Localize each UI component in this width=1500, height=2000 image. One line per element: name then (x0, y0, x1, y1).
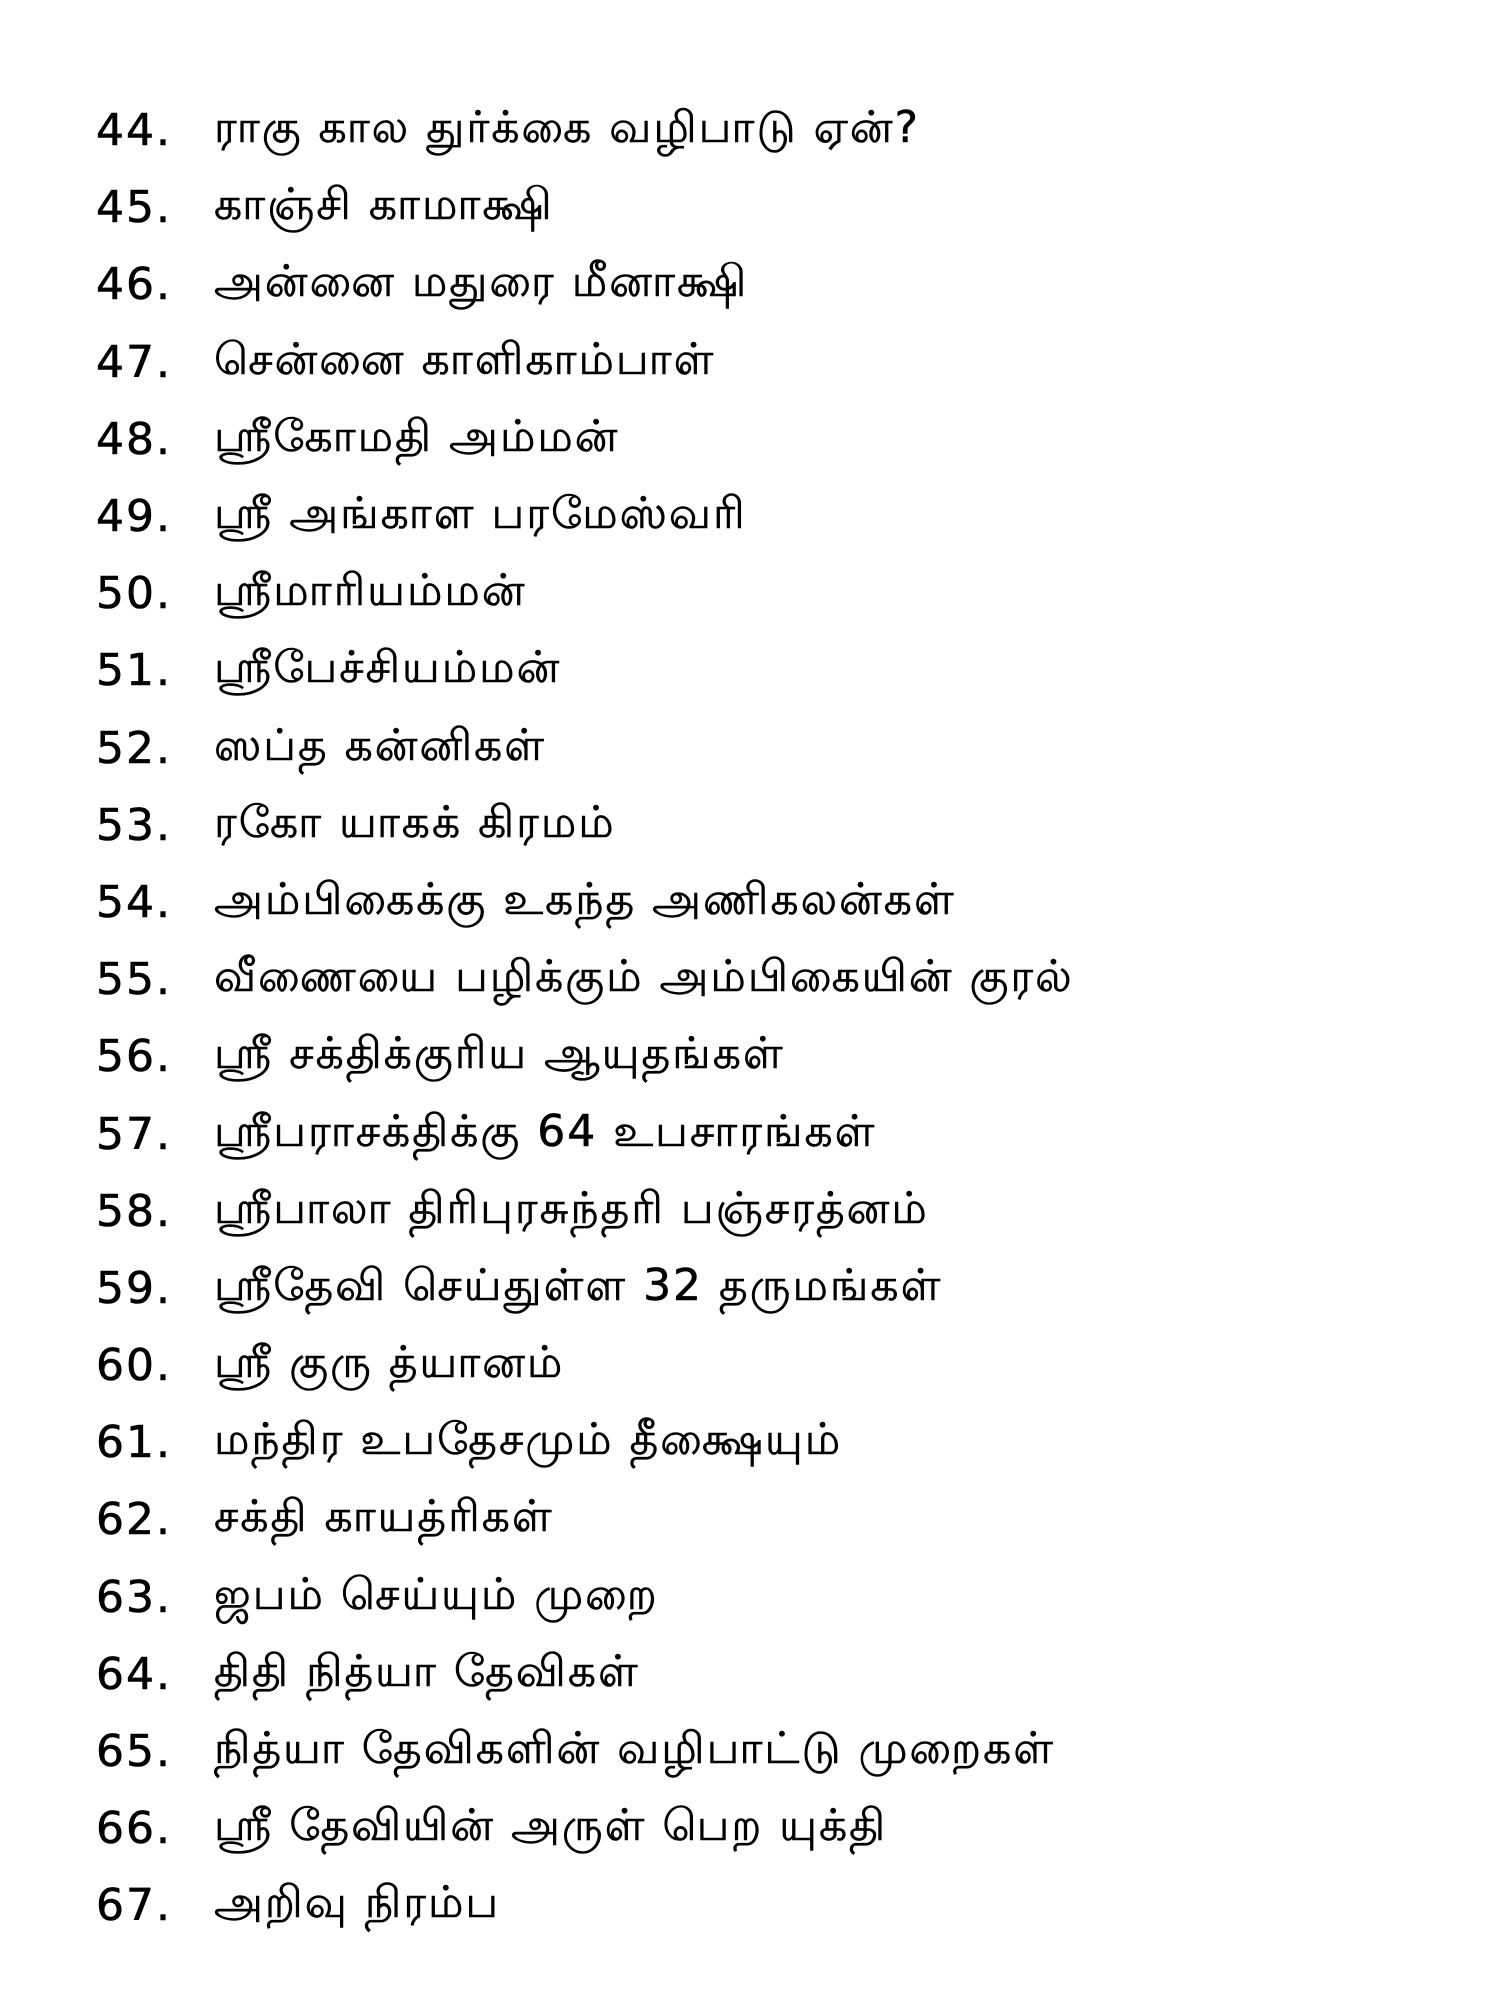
item-title: ஸ்ரீமாரியம்மன் (214, 565, 527, 617)
list-item (96, 787, 1456, 864)
item-title: ஸ்ரீபாலா திரிபுரசுந்தரி பஞ்சரத்னம் (214, 1182, 929, 1234)
list-item (96, 632, 1456, 709)
item-title: ஸப்த கன்னிகள் (214, 719, 546, 771)
item-title: ஸ்ரீ அங்காள பரமேஸ்வரி (214, 488, 747, 540)
item-number: 66. (96, 1803, 172, 1855)
item-number: 64. (96, 1648, 172, 1700)
list-item (96, 1018, 1456, 1095)
item-title: திதி நித்யா தேவிகள் (214, 1645, 640, 1697)
list-item (96, 1790, 1456, 1867)
item-title: ஸ்ரீ தேவியின் அருள் பெற யுக்தி (214, 1800, 888, 1852)
item-number: 51. (96, 645, 172, 697)
item-number: 62. (96, 1494, 172, 1546)
item-title: வீணையை பழிக்கும் அம்பிகையின் குரல் (214, 951, 1074, 1003)
item-title: சக்தி காயத்ரிகள் (214, 1491, 554, 1543)
item-title: ஸ்ரீபேச்சியம்மன் (214, 642, 562, 694)
list-item (96, 1173, 1456, 1250)
item-number: 55. (96, 954, 172, 1006)
item-number: 60. (96, 1340, 172, 1392)
item-title: ஸ்ரீ சக்திக்குரிய ஆயுதங்கள் (214, 1028, 785, 1080)
item-number: 59. (96, 1262, 172, 1314)
list-item (96, 1404, 1456, 1481)
list-item (96, 1867, 1456, 1944)
item-number: 44. (96, 105, 172, 157)
item-number: 46. (96, 259, 172, 311)
item-number: 58. (96, 1185, 172, 1237)
list-item (96, 1327, 1456, 1404)
item-title: ராகு கால துர்க்கை வழிபாடு ஏன்? (214, 102, 920, 154)
list-item (96, 478, 1456, 555)
list-item (96, 92, 1456, 169)
list-item (96, 1636, 1456, 1713)
item-title: நித்யா தேவிகளின் வழிபாட்டு முறைகள் (214, 1723, 1055, 1775)
item-number: 49. (96, 491, 172, 543)
item-number: 67. (96, 1880, 172, 1932)
list-item (96, 710, 1456, 787)
item-title: ஸ்ரீபராசக்திக்கு 64 உபசாரங்கள் (214, 1105, 877, 1157)
item-number: 56. (96, 1031, 172, 1083)
list-item (96, 401, 1456, 478)
item-number: 54. (96, 876, 172, 928)
list-item (96, 169, 1456, 246)
item-title: ரகோ யாகக் கிரமம் (214, 796, 616, 848)
item-title: அறிவு நிரம்ப (214, 1877, 501, 1929)
list-item (96, 1559, 1456, 1636)
list-item (96, 941, 1456, 1018)
list-item (96, 324, 1456, 401)
item-number: 65. (96, 1726, 172, 1778)
item-title: மந்திர உபதேசமும் தீக்ஷையும் (214, 1414, 843, 1466)
list-item (96, 1481, 1456, 1558)
item-number: 61. (96, 1417, 172, 1469)
item-number: 47. (96, 336, 172, 388)
list-item (96, 1713, 1456, 1790)
item-title: அன்னை மதுரை மீனாக்ஷி (214, 256, 749, 308)
item-title: ஸ்ரீதேவி செய்துள்ள 32 தருமங்கள் (214, 1259, 943, 1311)
item-title: காஞ்சி காமாக்ஷி (214, 179, 554, 231)
item-number: 63. (96, 1571, 172, 1623)
item-number: 52. (96, 722, 172, 774)
contents-list (96, 92, 1456, 1945)
list-item (96, 1095, 1456, 1172)
item-title: சென்னை காளிகாம்பாள் (214, 333, 716, 385)
list-item (96, 1250, 1456, 1327)
list-item (96, 246, 1456, 323)
list-item (96, 864, 1456, 941)
item-title: ஸ்ரீகோமதி அம்மன் (214, 410, 620, 462)
item-number: 57. (96, 1108, 172, 1160)
item-title: ஸ்ரீ குரு த்யானம் (214, 1337, 565, 1389)
item-number: 53. (96, 799, 172, 851)
item-title: ஜபம் செய்யும் முறை (214, 1568, 659, 1620)
list-item (96, 555, 1456, 632)
item-title: அம்பிகைக்கு உகந்த அணிகலன்கள் (214, 873, 956, 925)
item-number: 45. (96, 182, 172, 234)
item-number: 50. (96, 568, 172, 620)
item-number: 48. (96, 413, 172, 465)
